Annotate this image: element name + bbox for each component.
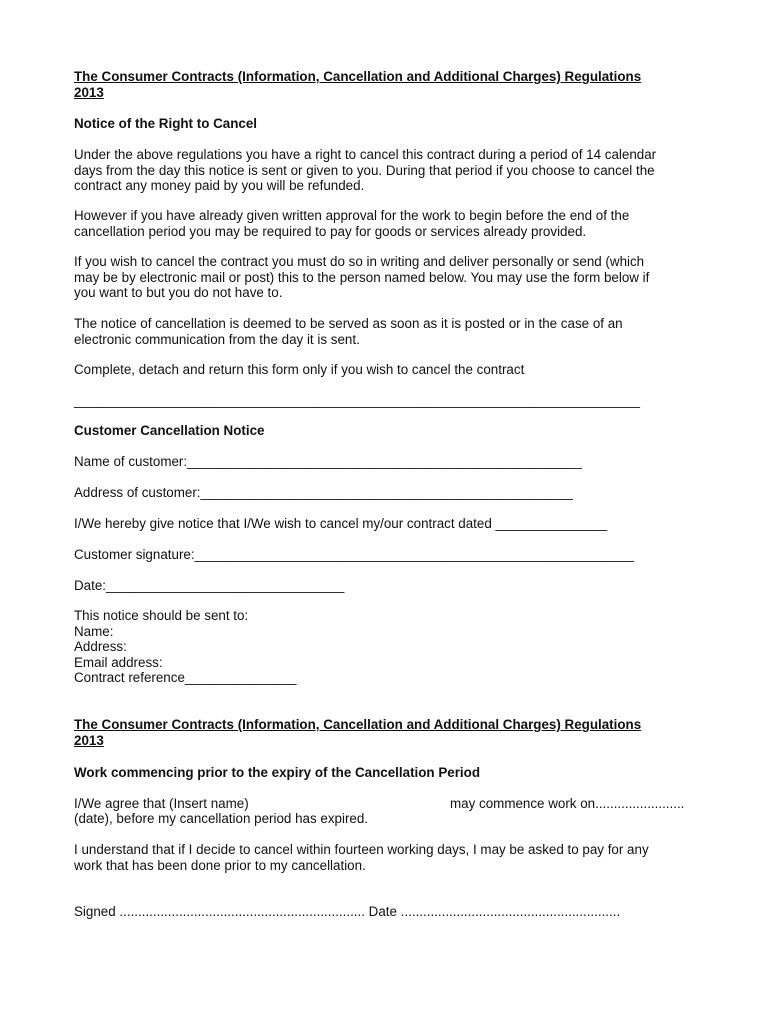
- second-heading: The Consumer Contracts (Information, Cancellation and Additional Charges) Regulations 2013: [74, 717, 642, 748]
- form-title: Customer Cancellation Notice: [74, 423, 265, 438]
- notice-subtitle: Notice of the Right to Cancel: [74, 116, 258, 131]
- paragraph-right-to-cancel: Under the above regulations you have a right to cancel this contract during a period of 14 calendar days from the day this notice is sent or given to you. During that period if you choose to cancel the contract any money paid by you will be refunded.: [74, 147, 657, 193]
- detach-line: ____________________________________________________________________________: [74, 393, 640, 408]
- date-field[interactable]: Date:________________________________: [74, 578, 345, 593]
- paragraph-understand: I understand that if I decide to cancel within fourteen working days, I may be asked to pay for any work that has been done prior to my cancellation.: [74, 842, 649, 873]
- customer-signature-field[interactable]: Customer signature:___________________________________________________________: [74, 547, 634, 562]
- paragraph-notice-served: The notice of cancellation is deemed to be served as soon as it is posted or in the case of an electronic communication from the day it is sent.: [74, 316, 623, 347]
- work-commencing-subtitle: Work commencing prior to the expiry of the Cancellation Period: [74, 765, 481, 780]
- document-heading: The Consumer Contracts (Information, Cancellation and Additional Charges) Regulations 2013: [74, 69, 642, 100]
- paragraph-how-to-cancel: If you wish to cancel the contract you must do so in writing and deliver personally or send (which may be by electronic mail or post) this to the person named below. You may use the form below if you want to but you do not have to.: [74, 254, 650, 300]
- contract-reference-field[interactable]: Contract reference_______________: [74, 670, 297, 685]
- commence-date-field[interactable]: may commence work on........................: [450, 796, 685, 811]
- paragraph-detach-instruction: Complete, detach and return this form only if you wish to cancel the contract: [74, 362, 525, 377]
- paragraph-written-approval: However if you have already given written approval for the work to begin before the end of the cancellation period you may be required to pay for goods or services already provided.: [74, 208, 630, 239]
- send-to-block: This notice should be sent to: Name: Address: Email address: Contract reference_______________: [74, 608, 297, 685]
- contract-date-field[interactable]: I/We hereby give notice that I/We wish to cancel my/our contract dated _______________: [74, 516, 608, 531]
- signed-date-line[interactable]: Signed .................................................................. Date ...........................................................: [74, 904, 621, 919]
- customer-address-field[interactable]: Address of customer:__________________________________________________: [74, 485, 573, 500]
- agree-continuation: (date), before my cancellation period has expired.: [74, 811, 369, 826]
- agree-name-field[interactable]: I/We agree that (Insert name): [74, 796, 249, 811]
- customer-name-field[interactable]: Name of customer:_____________________________________________________: [74, 454, 582, 469]
